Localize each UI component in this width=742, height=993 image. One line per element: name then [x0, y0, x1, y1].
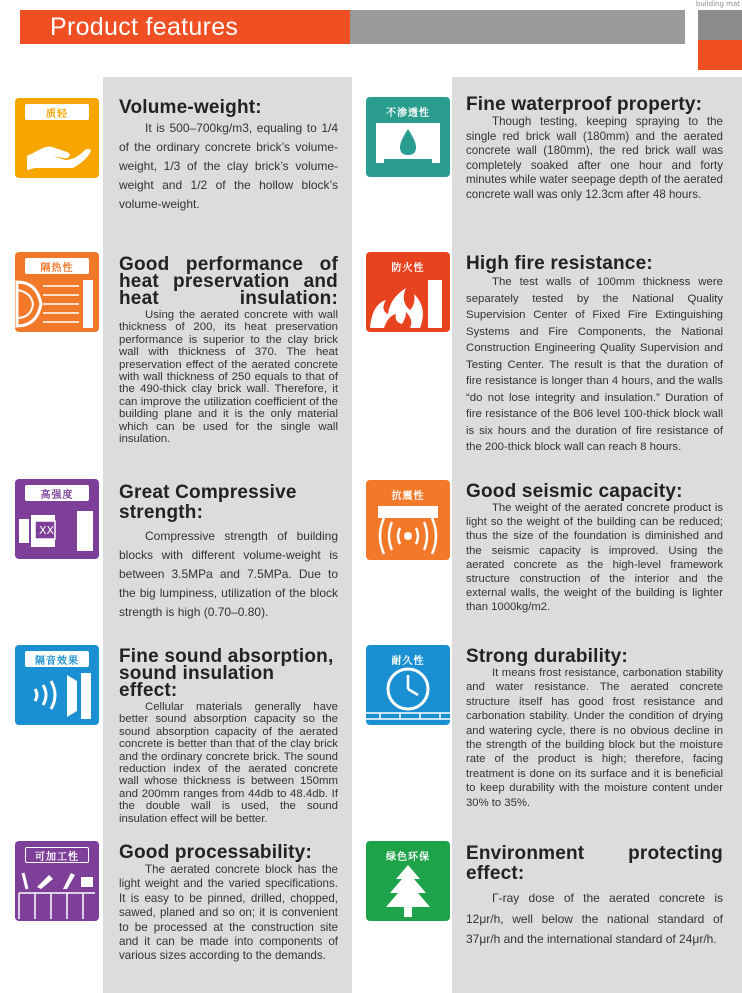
feature-tag: 隔热性	[25, 258, 89, 274]
processing-tools-icon	[15, 841, 99, 921]
feature-body: It means frost resistance, carbonation stability and water resistance. The aerated concrete structure itself has good frost resistance and carbonation stability. Under the condition of drying and watering cycle, there is no obvious decline in the strength of the building block but the moisture rate of the product is high; therefore, facing treatment is done on its surface and it is beneficial to keep durability with the moisture content under 30% to 35%.	[466, 667, 723, 809]
feature-tag: 可加工性	[25, 847, 89, 863]
feature-heat-insulation	[119, 256, 338, 445]
corner-grey-block	[698, 10, 742, 40]
feature-body: Γ-ray dose of the aerated concrete is 12μr/h, well below the national standard of 37μr/h and the international standard of 24μr/h.	[466, 891, 723, 946]
svg-text:XX: XX	[39, 524, 55, 537]
feature-title: Good seismic capacity:	[466, 481, 683, 502]
green-tree-icon	[366, 841, 450, 921]
durability-clock-icon	[366, 645, 450, 725]
fire-resistance-icon	[366, 252, 450, 332]
feature-body: The test walls of 100mm thickness were separately tested by the National Quality Supervision Center of Fixed Fire Extinguishing Systems and Fire Components, the National Construction Engineering Quality Supervision and Testing Center. The result is that the duration of fire resistance is longer than 4 hours, and the walls “do not lose integrity and insulation.” Duration of fire resistance of the B06 level 100-thick block wall is six hours and the duration of fire resistance of the 200-thick block wall can reach 8 hours.	[466, 276, 723, 453]
waterproof-drop-icon	[366, 97, 450, 177]
feature-body: Using the aerated concrete with wall thickness of 200, its heat preservation performance is superior to the clay brick wall with thickness of 370. The heat preservation effect of the aerated concrete with wall thickness of 250 equals to that of the 490-thick clay brick wall. Therefore, it can improve the utilization coefficient of the building plane and it is the only material which can be used for the single wall insulation.	[119, 309, 338, 446]
corner-orange-block	[698, 40, 742, 70]
feature-body: It is 500–700kg/m3, equaling to 1/4 of the ordinary concrete brick’s volume-weight, 1/3 of the clay brick’s volume-weight and 1/2 of the hollow block’s volume-weight.	[119, 121, 338, 211]
feature-title: Fine sound absorption, sound insulation effect:	[119, 646, 334, 701]
feature-volume-weight	[119, 99, 338, 214]
heat-insulation-icon	[15, 252, 99, 332]
feature-title: High fire resistance:	[466, 253, 653, 274]
header-grey-strip	[350, 10, 685, 44]
feature-durability	[466, 648, 723, 810]
seismic-waves-icon	[366, 480, 450, 560]
feature-body: The weight of the aerated concrete product is light so the weight of the building can be reduced; thus the size of the foundation is diminished and the seismic capacity is improved. Using the aerated concrete as the high-level framework structure construction of the interior and the external walls, the weight of the building is lighter than 1000kg/m2.	[466, 502, 723, 614]
feature-tag: 质轻	[25, 104, 89, 120]
header-bar	[20, 10, 685, 44]
corner-label: building mat	[695, 0, 740, 8]
page-title: Product features	[50, 12, 239, 41]
feature-body: Compressive strength of building blocks with different volume-weight is between 3.5MPa and 7.5MPa. Due to the big lumpiness, utilization of the block strength is high (0.70–0.80).	[119, 529, 338, 619]
feature-tag: 绿色环保	[376, 847, 440, 863]
feature-compressive-strength	[119, 483, 338, 622]
hand-lightweight-icon	[15, 98, 99, 178]
feature-body: Cellular materials generally have better sound absorption capacity so the sound absorption capacity of the aerated concrete is better than that of the clay brick and the ordinary concrete brick. The sound reduction index of the aerated concrete wall whose thickness is between 150mm and 200mm ranges from 44db to 48.4db. If the double wall is used, the sound insulation effect will be better.	[119, 701, 338, 825]
feature-body: The aerated concrete block has the light weight and the varied specifications. It is easy to be pinned, drilled, chopped, sawed, planed and so on; it is convenient to be processed at the construction site and it can be made into components of various sizes according to the demands.	[119, 863, 338, 963]
feature-title: Good processability:	[119, 842, 312, 863]
feature-tag: 隔音效果	[25, 651, 89, 667]
feature-tag: 耐久性	[376, 651, 440, 667]
feature-title: Fine waterproof property:	[466, 94, 703, 115]
feature-fire-resistance	[466, 255, 723, 456]
feature-tag: 不渗透性	[376, 103, 440, 119]
feature-title: Volume-weight:	[119, 97, 262, 118]
feature-tag: 抗震性	[376, 486, 440, 502]
feature-sound-insulation	[119, 648, 338, 825]
feature-environment	[466, 844, 723, 950]
compressive-strength-icon	[15, 479, 99, 559]
header-title-block	[20, 10, 350, 44]
feature-waterproof	[466, 96, 723, 203]
feature-title: Strong durability:	[466, 646, 628, 667]
feature-title: Great Compressive strength:	[119, 482, 297, 523]
sound-insulation-icon	[15, 645, 99, 725]
feature-body: Though testing, keeping spraying to the single red brick wall (180mm) and the aerated concrete wall (180mm), the red brick wall was completely soaked after one hour and forty minutes while water seepage depth of the aerated concrete wall was only 12.3cm after 48 hours.	[466, 115, 723, 201]
feature-processability	[119, 844, 338, 964]
feature-tag: 高强度	[25, 485, 89, 501]
feature-tag: 防火性	[376, 258, 440, 274]
feature-seismic	[466, 483, 723, 615]
feature-title: Environment protecting effect:	[466, 843, 723, 884]
feature-title: Good performance of heat preservation and heat insulation:	[119, 254, 338, 309]
